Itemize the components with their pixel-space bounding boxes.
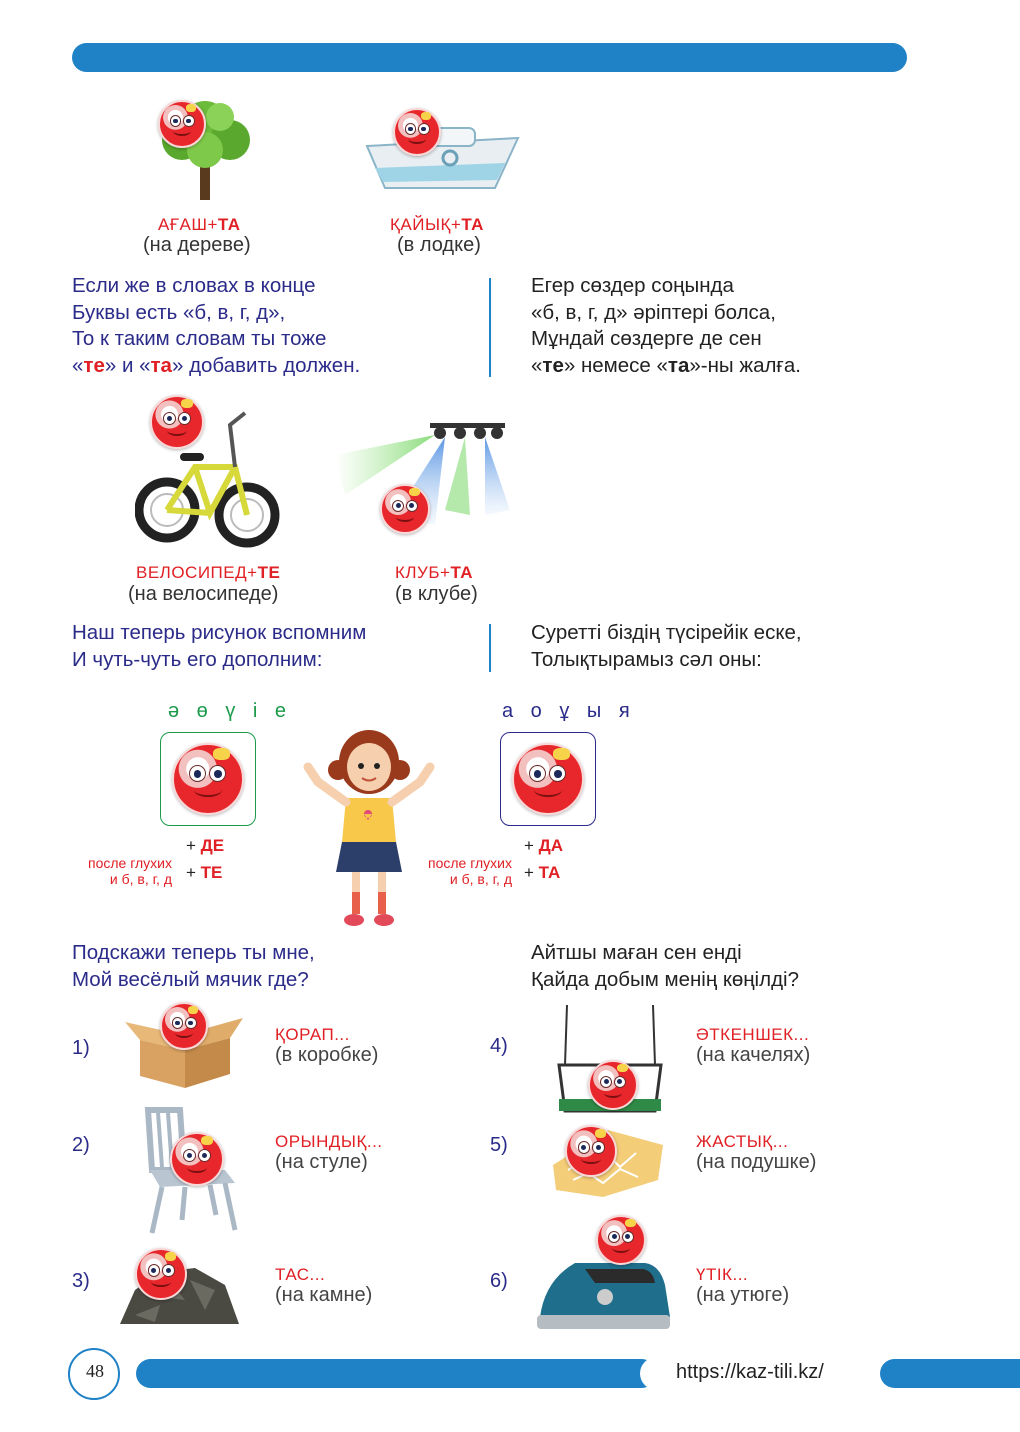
divider [489, 624, 491, 672]
footer-url[interactable]: https://kaz-tili.kz/ [676, 1361, 824, 1383]
poem-ru [72, 273, 482, 379]
suffix-de: + ДЕ [186, 836, 225, 855]
poem-line: То к таким словам ты тоже [72, 327, 327, 350]
example-ru-translation: (в клубе) [395, 583, 478, 605]
example-kz-word: АҒАШ+ТА [158, 215, 241, 234]
poem-kz [531, 620, 951, 673]
ball-icon [160, 1002, 208, 1050]
header-bar [72, 43, 907, 72]
ball-icon [170, 1132, 224, 1186]
poem-kz [531, 273, 951, 379]
ball-icon [588, 1060, 638, 1110]
ball-icon [565, 1125, 617, 1177]
rule-note: после глухих и б, в, г, д [428, 855, 512, 887]
divider [489, 278, 491, 377]
exercise-ru-translation: (на качелях) [696, 1044, 811, 1066]
poem-ru [72, 940, 482, 993]
poem-line: Мұндай сөздерге де сен [531, 327, 762, 350]
exercise-kz-word: ЖАСТЫҚ... [696, 1132, 789, 1151]
poem-line: Суретті біздің түсірейік еске, [531, 621, 802, 644]
suffix-te: + ТЕ [186, 863, 223, 882]
poem-line: Толықтырамыз сәл оны: [531, 647, 762, 671]
example-kz-word: ВЕЛОСИПЕД+ТЕ [136, 563, 281, 582]
ball-icon [512, 743, 584, 815]
exercise-kz-word: ҮТІК... [696, 1265, 749, 1284]
poem-line: Подскажи теперь ты мне, [72, 941, 315, 964]
ball-icon [596, 1215, 646, 1265]
ball-icon [135, 1248, 187, 1300]
poem-line: Буквы есть «б, в, г, д», [72, 300, 286, 324]
poem-line: Айтшы маған сен енді [531, 941, 742, 964]
footer-bar [136, 1359, 656, 1388]
footer-bar-end [880, 1359, 1020, 1388]
page-number: 48 [86, 1361, 104, 1381]
exercise-ru-translation: (на камне) [275, 1284, 373, 1306]
poem-line: «те» и «та» добавить должен. [72, 353, 361, 377]
poem-kz [531, 940, 951, 993]
suffix-da: + ДА [524, 836, 564, 855]
exercise-ru-translation: (на утюге) [696, 1284, 790, 1306]
exercise-kz-word: ӘТКЕНШЕК... [696, 1025, 810, 1044]
poem-line: Қайда добым менің көңілді? [531, 967, 799, 991]
poem-line: «те» немесе «та»-ны жалға. [531, 353, 802, 377]
ball-icon [150, 395, 204, 449]
exercise-number: 2) [72, 1134, 90, 1156]
club-lights-icon [335, 415, 525, 535]
example-ru-translation: (на велосипеде) [128, 583, 279, 605]
exercise-kz-word: ТАС... [275, 1265, 326, 1284]
example-kz-word: ҚАЙЫҚ+ТА [390, 215, 484, 234]
poem-line: Мой весёлый мячик где? [72, 967, 309, 991]
exercise-ru-translation: (на подушке) [696, 1151, 817, 1173]
ball-icon [393, 108, 441, 156]
suffix-ta: + ТА [524, 863, 561, 882]
ball-icon [158, 100, 206, 148]
poem-line: И чуть-чуть его дополним: [72, 647, 323, 671]
poem-line: Наш теперь рисунок вспомним [72, 621, 367, 644]
poem-line: Если же в словах в конце [72, 274, 316, 297]
example-ru-translation: (в лодке) [397, 234, 481, 256]
example-ru-translation: (на дереве) [143, 234, 251, 256]
exercise-number: 1) [72, 1037, 90, 1059]
example-kz-word: КЛУБ+ТА [395, 563, 474, 582]
poem-ru [72, 620, 482, 673]
exercise-number: 4) [490, 1035, 508, 1057]
exercise-number: 6) [490, 1270, 508, 1292]
ball-icon [380, 484, 430, 534]
exercise-number: 5) [490, 1134, 508, 1156]
iron-icon [535, 1255, 670, 1335]
exercise-kz-word: ОРЫНДЫҚ... [275, 1132, 383, 1151]
back-vowels: а о ұ ы я [502, 700, 636, 722]
poem-line: Егер сөздер соңында [531, 274, 734, 297]
exercise-kz-word: ҚОРАП... [275, 1025, 350, 1044]
poem-line: «б, в, г, д» әріптері болса, [531, 300, 776, 324]
exercise-ru-translation: (на стуле) [275, 1151, 368, 1173]
front-vowels: ә ө ү і е [168, 700, 293, 722]
exercise-ru-translation: (в коробке) [275, 1044, 379, 1066]
boat-icon [365, 108, 520, 193]
ball-icon [172, 743, 244, 815]
exercise-number: 3) [72, 1270, 90, 1292]
girl-icon [298, 722, 440, 932]
rule-note: после глухих и б, в, г, д [88, 855, 172, 887]
